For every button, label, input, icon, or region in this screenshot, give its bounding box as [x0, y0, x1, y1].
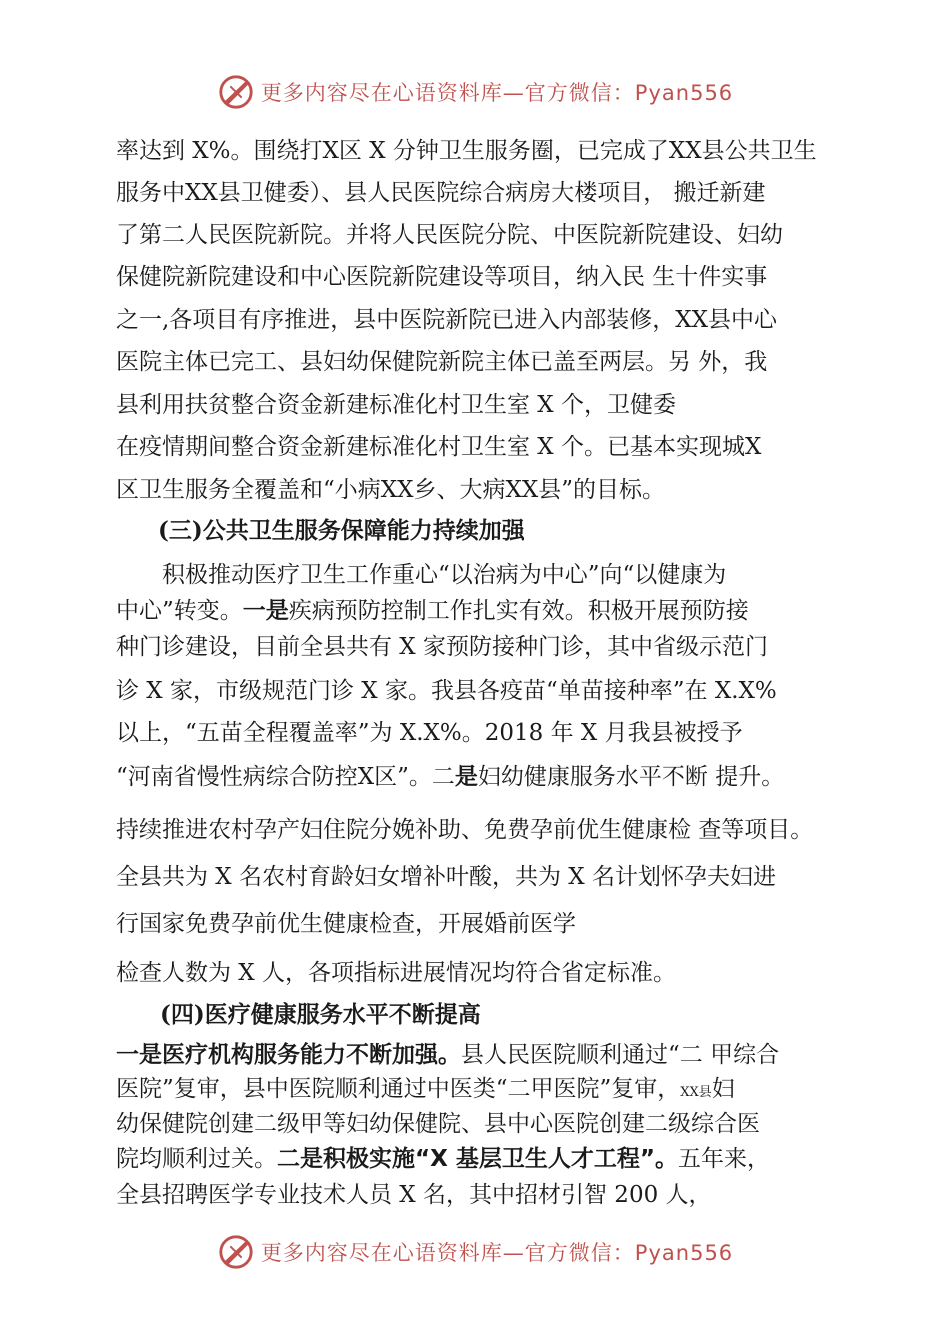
- text-line-13: 种门诊建设，目前全县共有 X 家预防接种门诊，其中省级示范门: [116, 634, 768, 660]
- text-line-18: 全县共为 X 名农村育龄妇女增补叶酸，共为 X 名计划怀孕夫妇进: [116, 864, 776, 890]
- text-line-17: 持续推进农村孕产妇住院分娩补助、免费孕前优生健康检 查等项目。: [116, 817, 814, 843]
- footer-banner: [0, 1230, 950, 1274]
- section-heading-4: (四)医疗健康服务水平不断提高: [160, 1001, 481, 1028]
- text-line-19: 行国家免费孕前优生健康检查，开展婚前医学: [116, 911, 576, 937]
- text-line-12: 中心”转变。一是疾病预防控制工作扎实有效。积极开展预防接: [116, 598, 749, 624]
- text-line-2: 服务中XX县卫健委）、县人民医院综合病房大楼项目， 搬迁新建: [116, 180, 766, 206]
- text-line-4: 保健院新院建设和中心医院新院建设等项目，纳入民 生十件实事: [116, 264, 768, 290]
- text-line-15: 以上，“五苗全程覆盖率”为 X.X%。2018 年 X 月我县被授予: [116, 720, 743, 746]
- text-line-24: 幼保健院创建二级甲等妇幼保健院、县中心医院创建二级综合医: [116, 1111, 760, 1137]
- text-line-16: “河南省慢性病综合防控X区”。二是妇幼健康服务水平不断 提升。: [116, 764, 785, 790]
- banner-text: 更多内容尽在心语资料库—官方微信：Pyan556: [260, 81, 734, 105]
- header-banner: [0, 70, 950, 114]
- banner-text: 更多内容尽在心语资料库—官方微信：Pyan556: [260, 1241, 734, 1265]
- text-line-3: 了第二人民医院新院。并将人民医院分院、中医院新院建设、妇幼: [116, 222, 783, 248]
- text-line-26: 全县招聘医学专业技术人员 X 名，其中招材引智 200 人，: [116, 1182, 712, 1208]
- text-line-8: 在疫情期间整合资金新建标准化村卫生室 X 个。已基本实现城X: [116, 434, 762, 460]
- text-line-6: 医院主体已完工、县妇幼保健院新院主体已盖至两层。另 外，我: [116, 349, 768, 375]
- text-line-20: 检查人数为 X 人，各项指标进展情况均符合省定标准。: [116, 960, 676, 986]
- text-line-25: 院均顺利过关。二是积极实施“X 基层卫生人才工程”。五年来，: [116, 1146, 770, 1172]
- pen-circle-logo-icon: [217, 73, 255, 111]
- text-line-14: 诊 X 家，市级规范门诊 X 家。我县各疫苗“单苗接种率”在 X.X%: [116, 678, 777, 704]
- section-heading-3: (三)公共卫生服务保障能力持续加强: [158, 517, 525, 544]
- text-line-11: 积极推动医疗卫生工作重心“以治病为中心”向“以健康为: [162, 562, 727, 588]
- text-line-1: 率达到 X%。围绕打X区 X 分钟卫生服务圈，已完成了XX县公共卫生: [116, 138, 817, 164]
- pen-circle-logo-icon: [217, 1233, 255, 1271]
- text-line-22: 一是医疗机构服务能力不断加强。县人民医院顺利通过“二 甲综合: [116, 1042, 780, 1068]
- text-line-23: 医院”复审，县中医院顺利通过中医类“二甲医院”复审，XX县妇: [116, 1076, 735, 1102]
- text-line-7: 县利用扶贫整合资金新建标准化村卫生室 X 个，卫健委: [116, 392, 676, 418]
- text-line-9: 区卫生服务全覆盖和“小病XX乡、大病XX县”的目标。: [116, 477, 666, 503]
- text-line-5: 之一,各项目有序推进，县中医院新院已进入内部装修，XX县中心: [116, 307, 778, 333]
